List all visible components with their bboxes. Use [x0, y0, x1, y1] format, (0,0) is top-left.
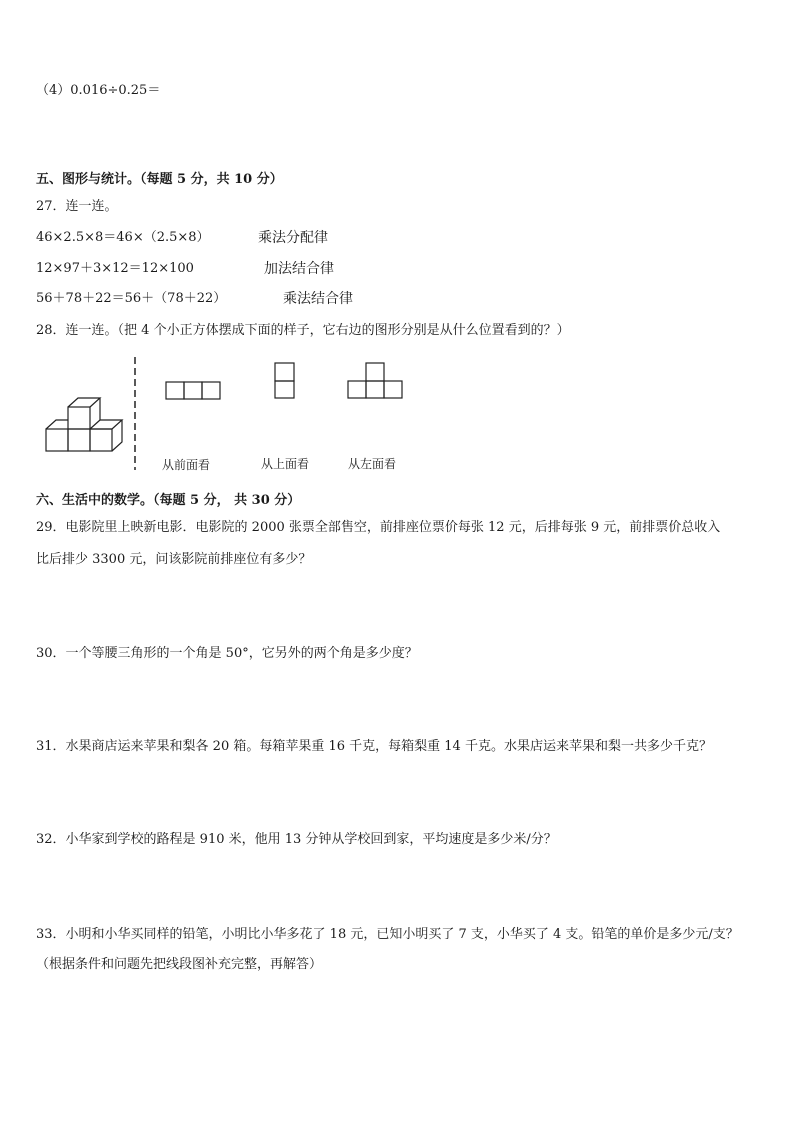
view-two-stacked-squares — [274, 362, 296, 400]
question-29-line-2: 比后排少 3300 元，问该影院前排座位有多少？ — [36, 552, 312, 567]
q27-expression-3: 56＋78＋22＝56＋（78＋22） — [36, 291, 227, 306]
section-6-heading: 六、生活中的数学。（每题 5 分， 共 30 分） — [36, 493, 301, 508]
question-27-title: 27．连一连。 — [36, 199, 118, 214]
view-t-shape — [346, 362, 406, 400]
question-28-title: 28．连一连。（把 4 个小正方体摆成下面的样子，它右边的图形分别是从什么位置看到的？） — [36, 323, 570, 338]
question-31: 31．水果商店运来苹果和梨各 20 箱。每箱苹果重 16 千克，每箱梨重 14 千克。水果店运来苹果和梨一共多少千克？ — [36, 739, 712, 754]
question-29-line-1: 29．电影院里上映新电影．电影院的 2000 张票全部售空，前排座位票价每张 12 元，后排每张 9 元，前排票价总收入 — [36, 520, 721, 535]
q27-law-2: 加法结合律 — [264, 261, 334, 277]
question-33-line-1: 33．小明和小华买同样的铅笔，小明比小华多花了 18 元，已知小明买了 7 支，小华买了 4 支。铅笔的单价是多少元/支？ — [36, 927, 739, 942]
view-label-front: 从前面看 — [162, 458, 211, 472]
q27-law-1: 乘法分配律 — [258, 230, 328, 246]
question-4-line: （4）0.016÷0.25＝ — [36, 83, 161, 98]
view-label-top: 从上面看 — [261, 457, 310, 471]
view-label-left: 从左面看 — [348, 457, 397, 471]
section-5-heading: 五、图形与统计。（每题 5 分，共 10 分） — [36, 172, 283, 187]
cube-arrangement-figure — [40, 395, 130, 461]
question-30: 30．一个等腰三角形的一个角是 50°，它另外的两个角是多少度？ — [36, 646, 418, 661]
q27-law-3: 乘法结合律 — [283, 291, 353, 307]
q27-expression-2: 12×97＋3×12＝12×100 — [36, 261, 194, 276]
question-33-line-2: （根据条件和问题先把线段图补充完整，再解答） — [36, 957, 323, 972]
view-three-squares — [165, 381, 223, 401]
question-32: 32．小华家到学校的路程是 910 米，他用 13 分钟从学校回到家，平均速度是多少米/分？ — [36, 832, 557, 847]
dashed-divider — [132, 357, 138, 470]
q27-expression-1: 46×2.5×8＝46×（2.5×8） — [36, 230, 210, 245]
